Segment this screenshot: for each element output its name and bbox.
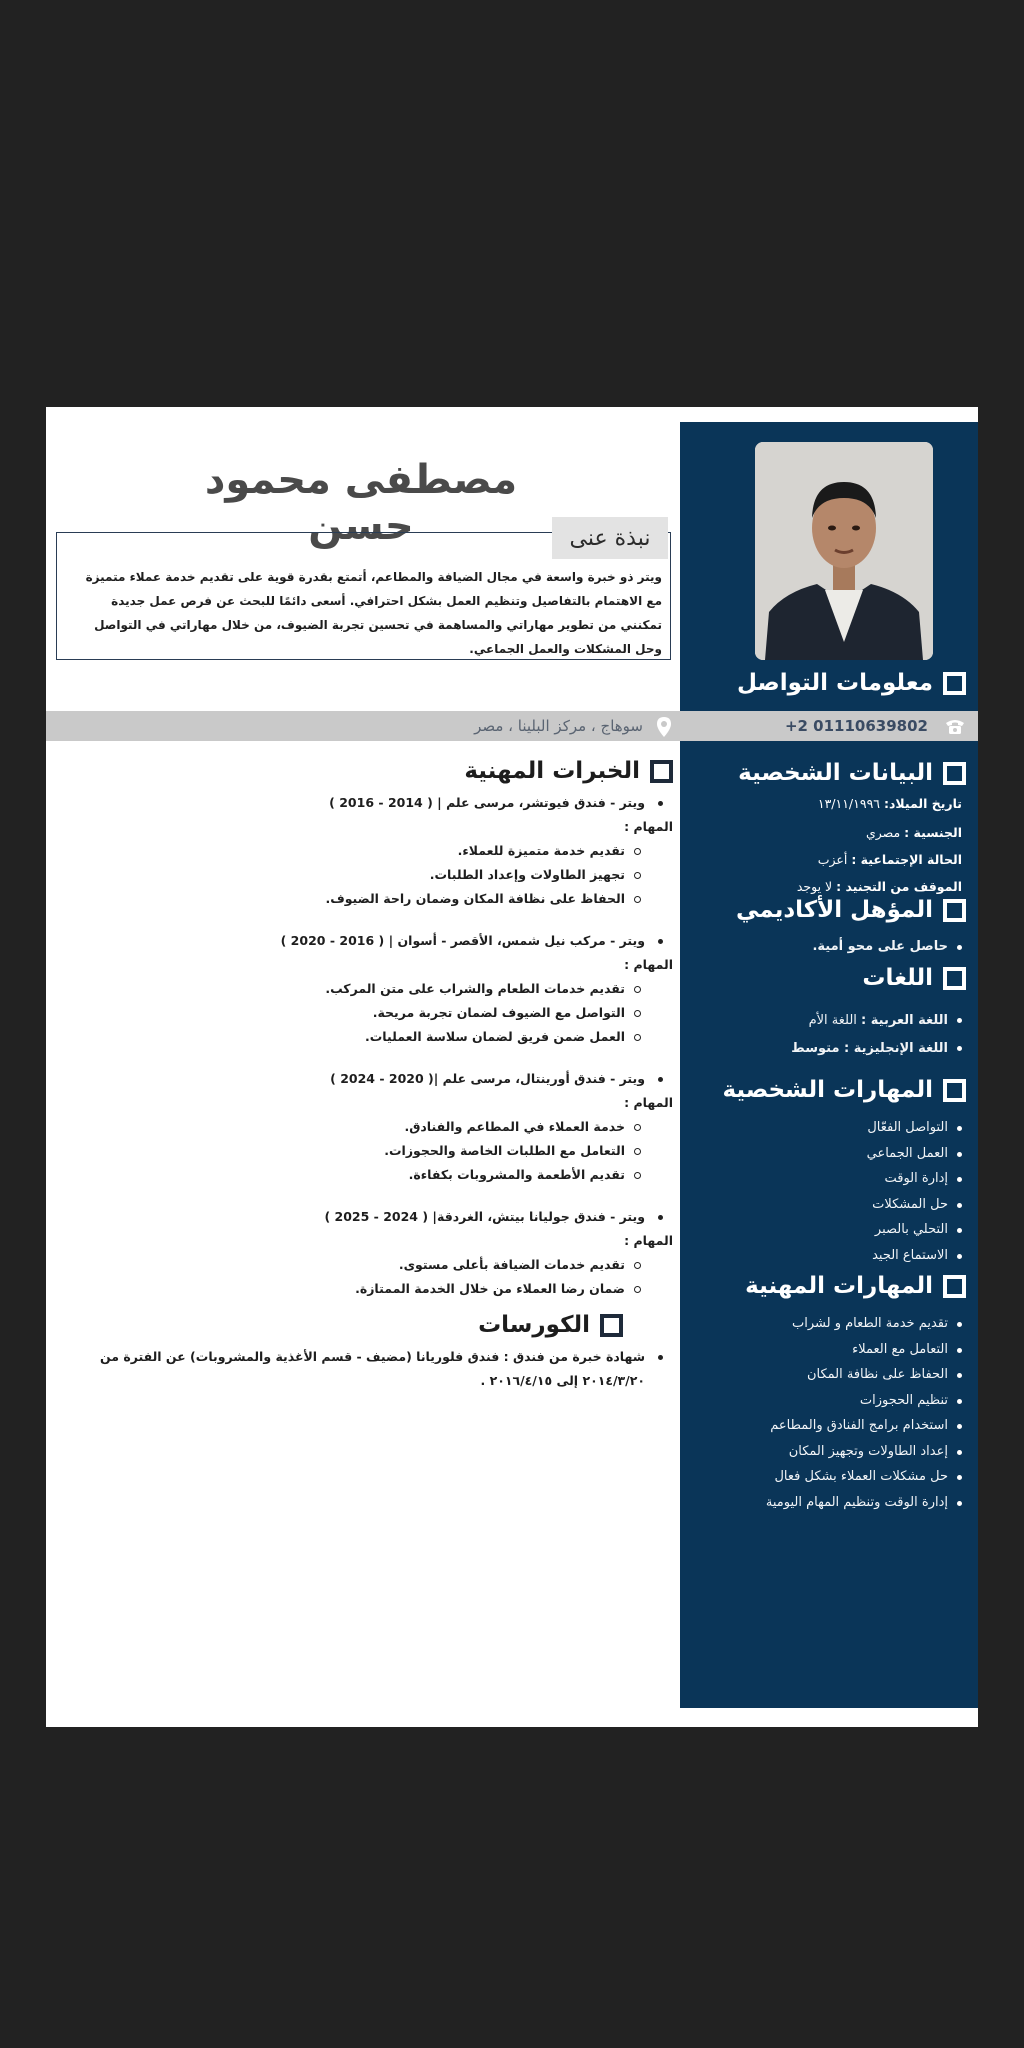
pro-skill-item: تقديم خدمة الطعام و لشراب xyxy=(766,1311,948,1337)
task-item: تقديم خدمة متميزة للعملاء. xyxy=(73,839,625,863)
experience-title: الخبرات المهنية xyxy=(73,755,673,787)
square-icon xyxy=(943,762,966,785)
language-item: اللغة العربية : اللغة الأم xyxy=(791,1007,948,1035)
soft-skill-item: التواصل الفعّال xyxy=(867,1115,948,1141)
square-icon xyxy=(943,1275,966,1298)
job-entry xyxy=(73,1067,673,1187)
soft-skill-item: إدارة الوقت xyxy=(867,1166,948,1192)
pro-skills-list xyxy=(766,1311,978,1515)
task-item: الحفاظ على نظافة المكان وضمان راحة الضيوف. xyxy=(73,887,625,911)
tasks-list xyxy=(73,1253,673,1301)
cv-page xyxy=(46,407,978,1727)
pro-skill-item: استخدام برامج الفنادق والمطاعم xyxy=(766,1413,948,1439)
square-icon xyxy=(943,672,966,695)
person-name: مصطفى محمود حسن xyxy=(204,457,518,549)
soft-skill-item: الاستماع الجيد xyxy=(867,1243,948,1269)
address: سوهاج ، مركز البلينا ، مصر xyxy=(474,717,643,735)
personal-row-nationality: الجنسية : مصري xyxy=(865,825,962,840)
pro-skill-item: الحفاظ على نظافة المكان xyxy=(766,1362,948,1388)
contact-bar xyxy=(46,711,978,741)
task-item: العمل ضمن فريق لضمان سلاسة العمليات. xyxy=(73,1025,625,1049)
job-entry xyxy=(73,929,673,1049)
soft-skill-item: التحلي بالصبر xyxy=(867,1217,948,1243)
task-item: ضمان رضا العملاء من خلال الخدمة الممتازة. xyxy=(73,1277,625,1301)
pro-skill-item: إدارة الوقت وتنظيم المهام اليومية xyxy=(766,1490,948,1516)
task-item: خدمة العملاء في المطاعم والفنادق. xyxy=(73,1115,625,1139)
education-title: المؤهل الأكاديمي xyxy=(736,894,966,926)
pro-skill-item: تنظيم الحجوزات xyxy=(766,1388,948,1414)
job-entry xyxy=(73,791,673,911)
job-title: ويتر - فندق جوليانا بيتش، الغردقة| ( 2024 - 2025 ) xyxy=(73,1205,673,1229)
tasks-list xyxy=(73,839,673,911)
soft-skills-list xyxy=(867,1115,978,1268)
job-entry xyxy=(73,1205,673,1301)
soft-skills-title: المهارات الشخصية xyxy=(722,1074,966,1106)
pro-skill-item: التعامل مع العملاء xyxy=(766,1337,948,1363)
personal-row-birth: تاريخ الميلاد: ١٣/١١/١٩٩٦ xyxy=(817,796,962,811)
pro-skills-title: المهارات المهنية xyxy=(745,1270,966,1302)
language-item: اللغة الإنجليزية : متوسط xyxy=(791,1035,948,1063)
personal-row-military: الموقف من التجنيد : لا يوجد xyxy=(796,879,962,894)
square-icon xyxy=(600,1314,623,1337)
square-icon xyxy=(943,899,966,922)
phone-number[interactable]: +2 01110639802 xyxy=(784,717,928,735)
courses-title: الكورسات xyxy=(73,1309,623,1341)
square-icon xyxy=(943,1079,966,1102)
course-item: شهادة خبرة من فندق : فندق فلوريانا (مضيف - قسم الأغذية والمشروبات) عن الفترة من ٢٠١٤/٣/٢٠ إلى ٢٠١٦/٤/١٥ . xyxy=(70,1345,673,1393)
job-title: ويتر - فندق فيوتشر، مرسى علم | ( 2014 - 2016 ) xyxy=(73,791,673,815)
location-pin-icon xyxy=(655,716,673,738)
education-list xyxy=(812,934,978,960)
pro-skill-item: إعداد الطاولات وتجهيز المكان xyxy=(766,1439,948,1465)
pro-skill-item: حل مشكلات العملاء بشكل فعال xyxy=(766,1464,948,1490)
task-item: تقديم الأطعمة والمشروبات بكفاءة. xyxy=(73,1163,625,1187)
tasks-list xyxy=(73,1115,673,1187)
languages-list xyxy=(791,1007,978,1063)
tasks-label: المهام : xyxy=(624,957,673,972)
square-icon xyxy=(650,760,673,783)
phone-icon xyxy=(944,716,966,736)
education-item: حاصل على محو أمية. xyxy=(812,934,948,960)
sidebar xyxy=(680,422,978,1708)
job-title: ويتر - مركب نيل شمس، الأقصر - أسوان | ( 2016 - 2020 ) xyxy=(73,929,673,953)
about-label: نبذة عنى xyxy=(552,517,668,559)
job-title: ويتر - فندق أورينتال، مرسى علم |( 2020 - 2024 ) xyxy=(73,1067,673,1091)
contact-title: معلومات التواصل xyxy=(737,667,966,699)
tasks-list xyxy=(73,977,673,1049)
task-item: التواصل مع الضيوف لضمان تجربة مريحة. xyxy=(73,1001,625,1025)
languages-title: اللغات xyxy=(862,962,966,994)
task-item: تجهيز الطاولات وإعداد الطلبات. xyxy=(73,863,625,887)
personal-title: البيانات الشخصية xyxy=(738,757,966,789)
personal-row-marital: الحالة الإجتماعية : أعزب xyxy=(817,852,962,867)
tasks-label: المهام : xyxy=(624,819,673,834)
tasks-label: المهام : xyxy=(624,1095,673,1110)
task-item: تقديم خدمات الطعام والشراب على متن المركب. xyxy=(73,977,625,1001)
experience-section xyxy=(73,755,673,1393)
about-text: ويتر ذو خبرة واسعة في مجال الضيافة والمطاعم، أتمتع بقدرة قوية على تقديم خدمة عملاء متميزة مع الاهتمام بالتفاصيل وتنظيم العمل بشكل احترافي. أسعى دائمًا للبحث عن فرص عمل جديدة تمكنني من تطوير مهاراتي والمساهمة في تحسين تجربة الضيوف، من خلال مهاراتي في التواصل وحل المشكلات والعمل الجماعي. xyxy=(85,570,662,656)
soft-skill-item: العمل الجماعي xyxy=(867,1141,948,1167)
profile-photo xyxy=(755,442,933,660)
square-icon xyxy=(943,967,966,990)
task-item: تقديم خدمات الضيافة بأعلى مستوى. xyxy=(73,1253,625,1277)
task-item: التعامل مع الطلبات الخاصة والحجوزات. xyxy=(73,1139,625,1163)
tasks-label: المهام : xyxy=(624,1233,673,1248)
soft-skill-item: حل المشكلات xyxy=(867,1192,948,1218)
